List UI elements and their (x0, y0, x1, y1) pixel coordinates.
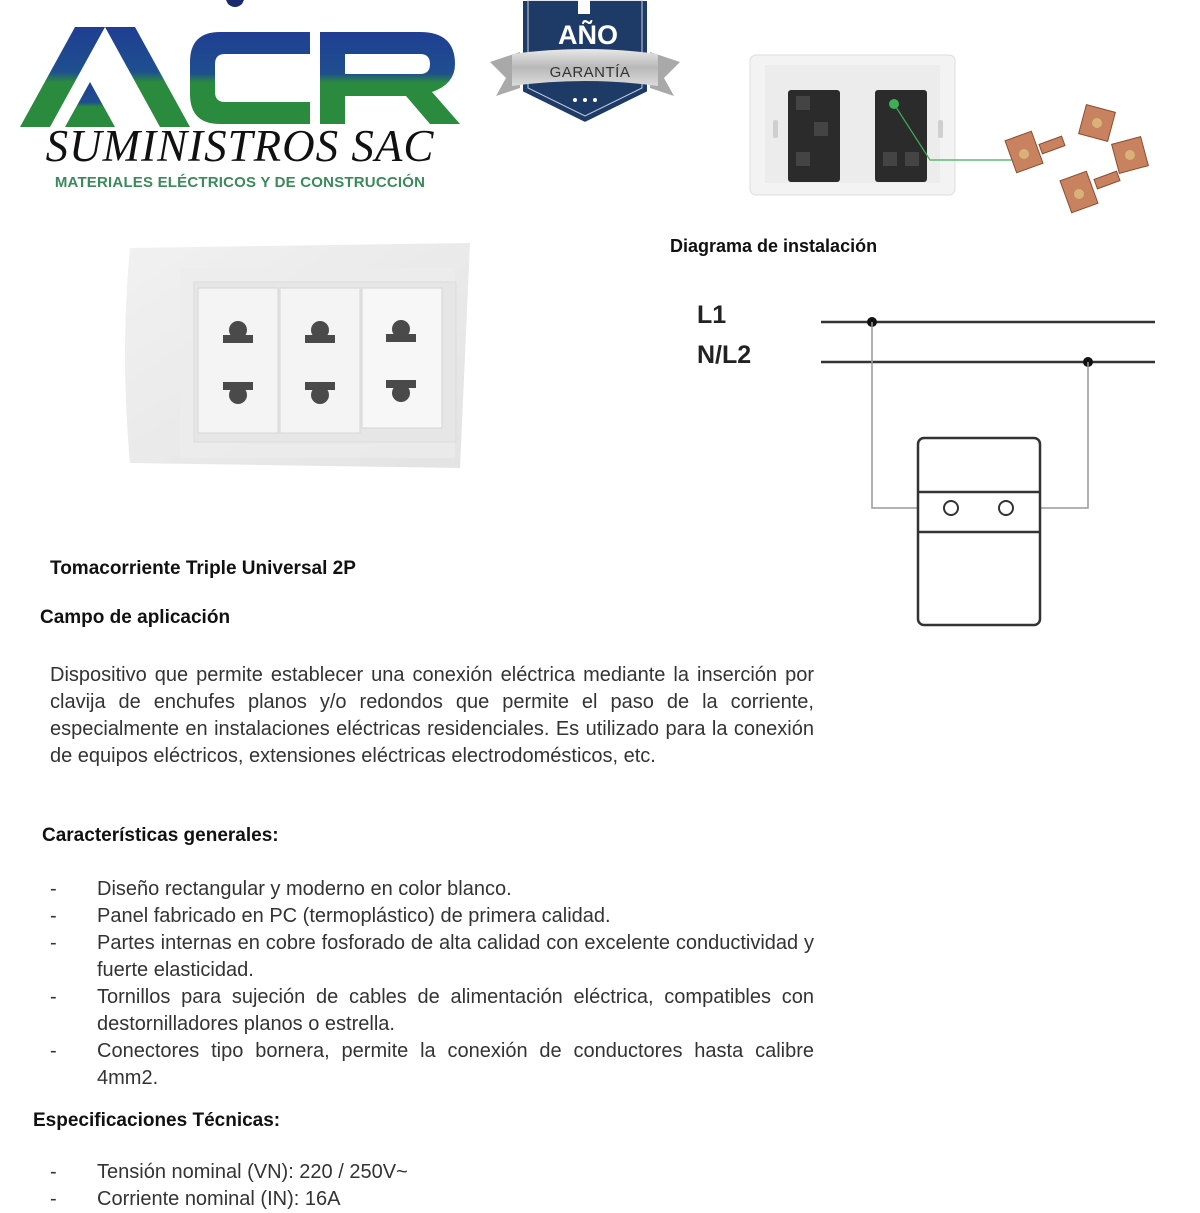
diagram-label-l1: L1 (697, 301, 727, 329)
section-title-caracteristicas: Características generales: (42, 825, 279, 846)
list-item-text: Conectores tipo bornera, permite la conexión de conductores hasta calibre 4mm2. (97, 1040, 814, 1089)
bullet-dash: - (50, 878, 57, 900)
installation-diagram (660, 280, 1180, 640)
diagram-label-nl2: N/L2 (697, 341, 752, 369)
brand-tagline: MATERIALES ELÉCTRICOS Y DE CONSTRUCCIÓN (54, 174, 426, 191)
list-item (50, 903, 814, 930)
brand-name: SUMINISTROS SAC (45, 121, 435, 171)
especificaciones-list (50, 1159, 814, 1213)
list-item (50, 876, 814, 903)
caracteristicas-list (50, 876, 814, 1092)
list-item-text: Tensión nominal (VN): 220 / 250V~ (97, 1161, 408, 1183)
warranty-year: AÑO (558, 20, 618, 50)
list-item-text: Panel fabricado en PC (termoplástico) de primera calidad. (97, 905, 611, 927)
socket-back-photo (710, 40, 1180, 230)
section-title-campo: Campo de aplicación (40, 607, 231, 628)
campo-description: Dispositivo que permite establecer una conexión eléctrica mediante la inserción por clavija de enchufes planos y/o redondos que permite el paso de la corriente, especialmente en instalaciones eléctricas residenciales. Es utilizado para la conexión de equipos eléctricos, extensiones eléctricas electrodomésticos, etc. (50, 664, 814, 767)
bullet-dash: - (50, 1040, 57, 1062)
list-item-text: Partes internas en cobre fosforado de alta calidad con excelente conductividad y fuerte elasticidad. (97, 932, 814, 981)
logo-top-emblem-icon (218, 0, 252, 10)
warranty-label: GARANTÍA (549, 64, 631, 81)
list-item (50, 930, 814, 984)
product-name: Tomacorriente Triple Universal 2P (50, 558, 356, 579)
section-title-especificaciones: Especificaciones Técnicas: (33, 1110, 281, 1131)
list-item (50, 984, 814, 1038)
diagram-title: Diagrama de instalación (670, 236, 878, 256)
bullet-dash: - (50, 905, 57, 927)
list-item-text: Diseño rectangular y moderno en color blanco. (97, 878, 512, 900)
list-item-text: Corriente nominal (IN): 16A (97, 1188, 341, 1210)
list-item-text: Tornillos para sujeción de cables de alimentación eléctrica, compatibles con destornilladores planos o estrella. (97, 986, 814, 1035)
bullet-dash: - (50, 1188, 57, 1210)
list-item (50, 1038, 814, 1092)
warranty-badge (490, 0, 680, 125)
bullet-dash: - (50, 986, 57, 1008)
product-photo (110, 228, 470, 478)
mcr-logo-mark (20, 22, 460, 127)
list-item (50, 1159, 814, 1186)
bullet-dash: - (50, 1161, 57, 1183)
bullet-dash: - (50, 932, 57, 954)
